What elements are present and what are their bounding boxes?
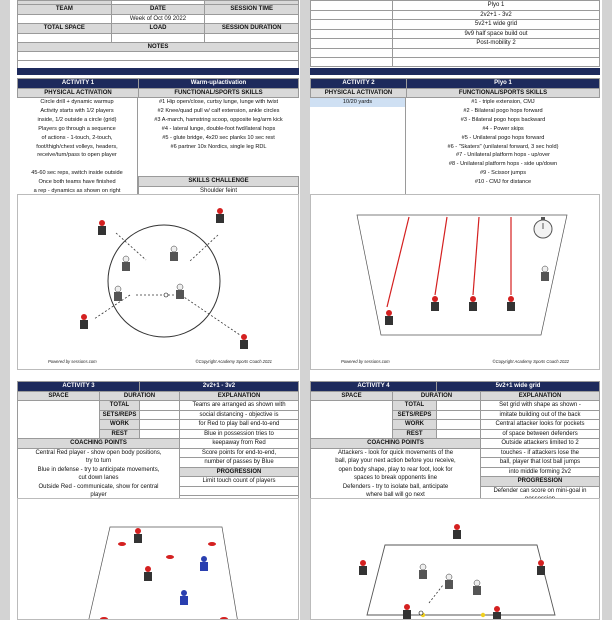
- rest-label: REST: [393, 429, 437, 439]
- ball: [419, 611, 423, 615]
- player-red: [134, 528, 142, 543]
- activity-1-table: [17, 78, 299, 196]
- sets-reps-label: SETS/REPS: [100, 410, 140, 420]
- progression-value: Limit touch count of players: [180, 477, 299, 487]
- progression-value: Defender can score on mini-goal in: [481, 486, 600, 504]
- work-value[interactable]: [437, 420, 481, 430]
- progression-label: PROGRESSION: [481, 477, 600, 487]
- functional-skills-header: FUNCTIONAL/SPORTS SKILLS: [407, 88, 600, 98]
- space-value[interactable]: [311, 401, 393, 439]
- plan-item: Post-mobility 2: [393, 39, 600, 49]
- player-white: [176, 284, 184, 299]
- skills-challenge-value: Shoulder feint: [139, 186, 299, 196]
- player-red: [144, 566, 152, 581]
- duration-label: DURATION: [100, 391, 180, 401]
- plyo-lanes-svg: [311, 195, 600, 370]
- space-value[interactable]: [18, 401, 100, 439]
- plan-item: 9v9 half space build out: [393, 29, 600, 39]
- activity-3-table: ACTIVITY 3 2v2+1 - 3v2 SPACE DURATION EXPLANATION TOTAL Teams are arranged as shown with SETS/REPS social distancing - objective is WORK for Red to play ball end-to-end REST Blue in possession tries to COACHING POINTS keepaway from Red Central Red player - show open body positions, try to turn Blue in defense - try to anticipate movements, cut down lanes Outside Red - communicate, show for central player Score points for end-to-end, number of passes by Blue PROGRESSION Limit touch count of players: [17, 381, 299, 505]
- explanation-label: EXPLANATION: [180, 391, 299, 401]
- diagram-footer-left: Powered by sessions.com: [48, 359, 97, 364]
- header-divider-left: [17, 68, 299, 75]
- skills-challenge-header: SKILLS CHALLENGE: [139, 177, 299, 187]
- cone: [208, 542, 216, 546]
- player-red: [216, 208, 224, 223]
- player-white: [170, 246, 178, 261]
- activity-1-diagram: [17, 194, 299, 370]
- activity-2-table: [310, 78, 600, 195]
- activity-1-title: ACTIVITY 1: [18, 79, 139, 89]
- possession-grid-svg: [18, 499, 299, 620]
- rest-value[interactable]: [140, 429, 180, 439]
- player-white: [419, 564, 427, 579]
- functional-skills-header: FUNCTIONAL/SPORTS SKILLS: [139, 88, 299, 98]
- session-header-left: [17, 0, 299, 70]
- activity-3-diagram: [17, 498, 299, 620]
- physical-activation-header: PHYSICAL ACTIVATION: [311, 88, 407, 98]
- activity-3-title: ACTIVITY 3: [18, 382, 140, 392]
- pass-line: [429, 585, 443, 603]
- coaching-points-label: COACHING POINTS: [18, 439, 180, 449]
- notes-line-1[interactable]: [18, 52, 299, 61]
- coaching-points: Central Red player - show open body positions, try to turn Blue in defense - try to anticipate movements, cut down lanes Outside Red - communicate, show for central player: [18, 448, 180, 504]
- circle-drill-svg: [18, 195, 299, 370]
- diagram-footer-right: ©Copyright Academy Sports Coach 2021: [195, 359, 272, 364]
- team-value[interactable]: [18, 14, 112, 24]
- space-label: SPACE: [311, 391, 393, 401]
- pass-line: [178, 293, 240, 335]
- left-gutter: [0, 0, 10, 620]
- activity-2-reps: 10/20 yards: [310, 98, 405, 107]
- pass-line: [190, 235, 218, 261]
- grid-boundary: [367, 545, 555, 615]
- player-red: [453, 524, 461, 539]
- rest-value[interactable]: [437, 429, 481, 439]
- player-red: [403, 604, 411, 619]
- right-gutter: [602, 0, 612, 620]
- work-label: WORK: [100, 420, 140, 430]
- plan-item: 5v2+1 wide grid: [393, 20, 600, 30]
- space-label: SPACE: [18, 391, 100, 401]
- coaching-points-label: COACHING POINTS: [311, 439, 481, 449]
- wide-grid-svg: [311, 499, 600, 620]
- total-space-value[interactable]: [18, 33, 112, 42]
- total-value[interactable]: [140, 401, 180, 411]
- activity-4-name: 5v2+1 wide grid: [437, 382, 600, 392]
- activity-1-description: Circle drill + dynamic warmup Activity starts with 1/2 players inside, 1/2 outside a circle (grid) Players go through a sequence of actions - 1-touch, 2-touch, foot/thigh/chest volleys, headers, receive/turn/pass to open player 45-60 sec reps, switch inside outside Once both teams have finished a rep - dynamics as shown on right: [17, 98, 138, 195]
- run-lane: [387, 217, 409, 307]
- player-red: [537, 560, 545, 575]
- total-value[interactable]: [437, 401, 481, 411]
- player-red: [240, 334, 248, 349]
- run-lane: [473, 217, 479, 295]
- plan-item: 2v2+1 - 3v2: [393, 10, 600, 20]
- date-value[interactable]: Week of Oct 09 2022: [111, 14, 205, 24]
- player-white: [445, 574, 453, 589]
- player-white: [122, 256, 130, 271]
- player-white: [541, 266, 549, 281]
- physical-activation-header: PHYSICAL ACTIVATION: [18, 88, 139, 98]
- explanation-label: EXPLANATION: [481, 391, 600, 401]
- activity-2-skills: #1 - triple extension, CMJ #2 - Bilateral pogo hops forward #3 - Bilateral pogo hops backward #4 - Power skips #5 - Unilateral pogo hops forward #6 - "Skaters" (unilateral forward, 3 sec hold) #7 - Unilateral platform hops - up/over #8 - Unilateral platform hops - side up/down #9 - Scissor jumps #10 - CMJ for distance: [447, 99, 559, 186]
- session-time-label: SESSION TIME: [205, 5, 299, 15]
- middle-gutter: [300, 0, 310, 620]
- player-red: [98, 220, 106, 235]
- activity-4-title: ACTIVITY 4: [311, 382, 437, 392]
- player-blue: [180, 590, 188, 605]
- session-time-value[interactable]: [205, 14, 299, 24]
- cone: [481, 613, 485, 617]
- total-space-label: TOTAL SPACE: [18, 24, 112, 34]
- progression-label: PROGRESSION: [180, 467, 299, 477]
- activity-1-name: Warm-up/activation: [139, 79, 299, 89]
- player-red: [385, 310, 393, 325]
- drill-circle: [108, 225, 220, 337]
- rest-label: REST: [100, 429, 140, 439]
- duration-label: DURATION: [393, 391, 481, 401]
- activity-2-name: Plyo 1: [407, 79, 600, 89]
- activity-2-diagram: [310, 194, 600, 370]
- ball: [164, 293, 168, 297]
- work-label: WORK: [393, 420, 437, 430]
- player-red: [431, 296, 439, 311]
- activity-1-skills: #1 Hip open/close, curtsy lunge, lunge with twist #2 Knee/quad pull w/ calf extension, ankle circles #3 A-march, hamstring scoop, opposite leg/arm kick #4 - lateral lunge, double-foot fwd/lateral hops #5 - glute bridge, 4x20 sec planks 10 sec rest #6 partner 10x Nordics, single leg RDL: [154, 99, 283, 150]
- session-duration-value[interactable]: [205, 33, 299, 42]
- plan-item-empty: [393, 57, 600, 66]
- activity-2-title: ACTIVITY 2: [311, 79, 407, 89]
- work-value[interactable]: [140, 420, 180, 430]
- session-plan-list: [310, 0, 600, 67]
- stopwatch-icon: [534, 217, 552, 238]
- player-white: [114, 286, 122, 301]
- sets-reps-label: SETS/REPS: [393, 410, 437, 420]
- sets-reps-value[interactable]: [140, 410, 180, 420]
- plan-item-empty: [393, 48, 600, 57]
- player-white: [473, 580, 481, 595]
- player-red: [359, 560, 367, 575]
- total-label: TOTAL: [393, 401, 437, 411]
- activity-4-diagram: [310, 498, 600, 620]
- player-blue: [200, 556, 208, 571]
- load-value[interactable]: [111, 33, 205, 42]
- header-divider-right: [310, 68, 600, 75]
- player-red: [507, 296, 515, 311]
- player-red: [80, 314, 88, 329]
- activity-3-name: 2v2+1 - 3v2: [140, 382, 299, 392]
- activity-4-table: ACTIVITY 4 5v2+1 wide grid SPACE DURATION EXPLANATION TOTAL Set grid with shape as shown - SETS/REPS imitate building out of the back WORK Central attacker looks for pockets REST of space between defenders COACHING POINTS Outside attackers limited to 2 Attackers - look for quick movements of the ball, play your next action before you receive, open body shape, play to rear foot, look for spaces to break opponents line Defenders - try to isolate ball, anticipate where ball will go next touches - if attackers lose the ball, player that lost ball jumps into middle forming 2v2 PROGRESSION Defender can score on mini-goal in: [310, 381, 600, 505]
- notes-label: NOTES: [18, 42, 299, 52]
- diagram-footer-left: Powered by sessions.com: [341, 359, 390, 364]
- load-label: LOAD: [111, 24, 205, 34]
- coaching-points: Attackers - look for quick movements of the ball, play your next action before you receive, open body shape, play to rear foot, look for spaces to break opponents line Defenders - try to isolate ball, anticipate where ball will go next: [311, 448, 481, 504]
- sets-reps-value[interactable]: [437, 410, 481, 420]
- player-red: [493, 606, 501, 620]
- team-label: TEAM: [18, 5, 112, 15]
- diagram-footer-right: ©Copyright Academy Sports Coach 2022: [492, 359, 569, 364]
- cone: [166, 555, 174, 559]
- session-duration-label: SESSION DURATION: [205, 24, 299, 34]
- plan-item: Plyo 1: [393, 1, 600, 11]
- total-label: TOTAL: [100, 401, 140, 411]
- run-lane: [435, 217, 447, 295]
- player-red: [469, 296, 477, 311]
- date-label: DATE: [111, 5, 205, 15]
- pass-line: [94, 295, 130, 319]
- cone: [118, 542, 126, 546]
- grid-boundary: [88, 527, 238, 620]
